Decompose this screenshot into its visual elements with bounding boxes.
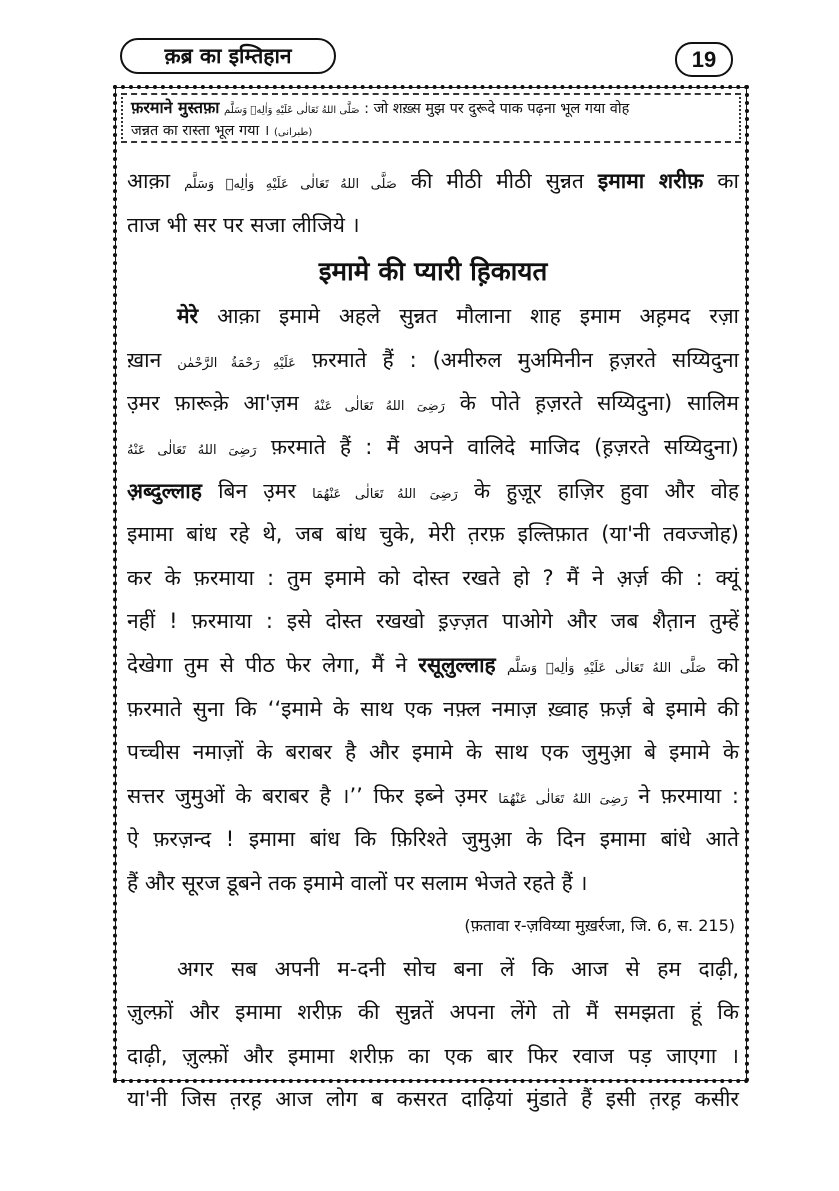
text: के हु़ज़ूर हाज़िर हुवा और वोह [473, 478, 739, 503]
page-number: 19 [691, 46, 717, 72]
citation: (फ़तावा र-ज़विय्या मुख़र्रजा, जि. 6, स. 215) [464, 915, 735, 935]
salutation-arabic: رَضِیَ اللهُ تَعَالٰى عَنْهُ [313, 399, 445, 415]
story-line [127, 513, 739, 557]
book-title: क़ब्र का इम्तिहान [164, 44, 292, 68]
intro-line-2 [127, 204, 739, 248]
story-line [127, 862, 739, 906]
hadith-text-line1: : जो शख़्स मुझ पर दुरूदे पाक पढ़ना भूल गया वोह [364, 101, 630, 117]
page-number-badge [675, 42, 733, 77]
text: का [717, 169, 739, 193]
text: ऐ फ़रज़न्द ! इमामा बांध कि फ़िरिश्ते जुमुआ़ के दिन इमामा बांधे आते [127, 827, 739, 852]
section-heading: इमामे की प्यारी ह़िकायत [318, 257, 548, 288]
text: ख़ान [127, 347, 162, 372]
salutation-arabic: صَلَّى اللهُ تَعَالٰى عَلَيْهِ وَاٰلِهٖ وَسَلَّم [224, 105, 360, 116]
story-line [127, 382, 739, 426]
text: के पोते ह़ज़रते सय्यिदुना) सालिम [459, 391, 739, 416]
closing-line: ज़ुल्फ़ों और इमामा शरीफ़ की सुन्नतें अपना लेंगे तो मैं समझता हूं कि [127, 1000, 739, 1025]
story-line [127, 775, 739, 819]
hadith-source: (طبرانی) [274, 127, 313, 138]
salutation-arabic: رَضِیَ اللهُ تَعَالٰى عَنْهُمَا [312, 486, 458, 502]
bold-term: मेरे [177, 304, 199, 329]
story-line [127, 688, 739, 732]
story-line [127, 295, 739, 339]
story-line [127, 644, 739, 688]
salutation-arabic: صَلَّى اللهُ تَعَالٰى عَلَيْهِ وَاٰلِهٖ وَسَلَّم [184, 177, 397, 192]
text: आक़ा इमामे अहले सुन्नत मौलाना शाह इमाम अह़मद रज़ा [217, 304, 739, 329]
salutation-arabic: رَضِیَ اللهُ تَعَالٰى عَنْهُ [127, 442, 257, 458]
text: बिन उ़मर [218, 478, 296, 503]
text: ताज भी सर पर सजा लीजिये । [127, 212, 360, 237]
text: नहीं ! फ़रमाया : इसे दोस्त रखखो इ़ज़्ज़त पाओगे और जब शैत़ान तुम्हें [127, 609, 739, 634]
closing-line: अगर सब अपनी म-दनी सोच बना लें कि आज से हम दाढ़ी, [177, 956, 739, 981]
hadith-banner [121, 93, 741, 143]
text: फ़रमाते हैं : (अमीरुल मुअमिनीन ह़ज़रते सय्यिदुना [311, 347, 739, 372]
text: हैं और सूरज डूबने तक इमामे वालों पर सलाम भेजते रहते हैं । [127, 870, 588, 895]
text: ने फ़रमाया : [638, 783, 739, 808]
closing-line: दाढ़ी, ज़ुल्फ़ों और इमामा शरीफ़ का एक बार फिर रवाज पड़ जाएगा । [127, 1043, 739, 1068]
story-line [127, 600, 739, 644]
text: फ़रमाते हैं : मैं अपने वालिदे माजिद (ह़ज़रते सय्यिदुना) [270, 434, 739, 459]
text: फ़रमाते सुना कि ‘‘इमामे के साथ एक नफ़्ल नमाज़ ख़्वाह फ़र्ज़ बे इमामे की [127, 696, 739, 721]
text: इमामा बांध रहे थे, जब बांध चुके, मेरी त़रफ़ इल्तिफ़ात (या'नी तवज्जोह) [127, 522, 739, 547]
text: पच्चीस नमाज़ों के बराबर है और इमामे के साथ एक जुमुआ़ बे इमामे के [127, 740, 739, 765]
story-line [127, 818, 739, 862]
hadith-label: फ़रमाने मुस्तफ़ा [131, 98, 220, 117]
salutation-arabic: صَلَّى اللهُ تَعَالٰى عَلَيْهِ وَاٰلِهٖ وَسَلَّم [507, 660, 707, 676]
book-title-badge [120, 38, 336, 74]
text: कर के फ़रमाया : तुम इमामे को दोस्त रखते हो ? मैं ने अ़र्ज़ की : क्यूं [127, 565, 739, 590]
page-content [127, 160, 739, 1122]
text: सत्तर जुमुओं के बराबर है ।’’ फिर इब्ने उ़मर [127, 783, 488, 808]
intro-line-1 [127, 160, 739, 204]
story-line [127, 557, 739, 601]
text: को [717, 652, 739, 677]
story-line [127, 470, 739, 514]
bold-term: रसूलुल्लाह [418, 652, 496, 677]
story-line [127, 731, 739, 775]
text: उ़मर फ़ारूके़ आ'ज़म [127, 391, 299, 416]
story-line [127, 339, 739, 383]
bold-term: इमामा शरीफ़ [597, 169, 704, 193]
hadith-text-line2: जन्नत का रास्ता भूल गया । [131, 123, 270, 139]
story-line [127, 426, 739, 470]
text: आक़ा [127, 169, 171, 193]
text: देखेगा तुम से पीठ फेर लेगा, मैं ने [127, 652, 408, 677]
closing-line: या'नी जिस त़रह़ आज लोग ब कसरत दाढ़ियां मुंडाते हैं इसी त़रह़ कसीर [127, 1087, 739, 1112]
text: की मीठी मीठी सुन्नत [410, 169, 584, 193]
salutation-arabic: عَلَيْهِ رَحْمَةُ الرَّحْمٰن [177, 355, 296, 371]
bold-term: अ़ब्दुल्लाह [127, 478, 202, 503]
salutation-arabic: رَضِیَ اللهُ تَعَالٰى عَنْهُمَا [498, 791, 628, 807]
